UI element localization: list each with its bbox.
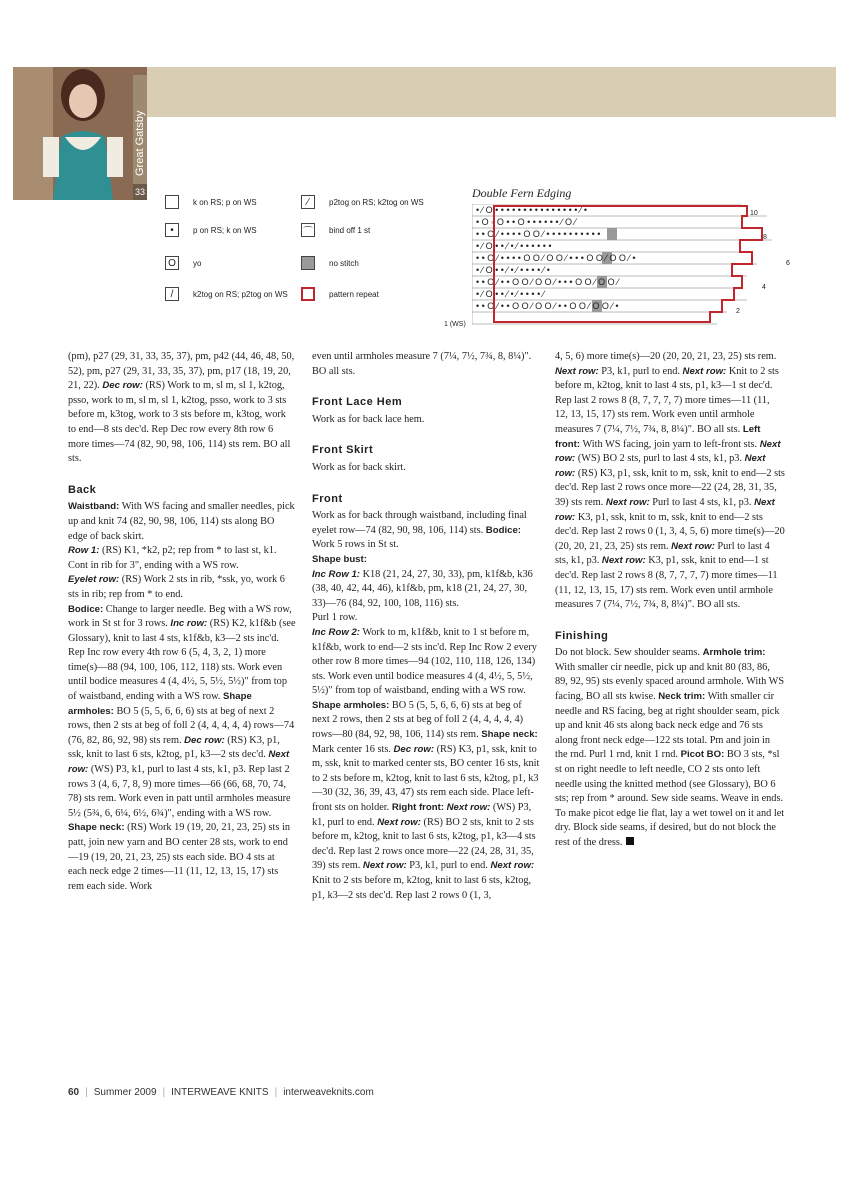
photo-label: Great Gatsby (134, 110, 146, 176)
bind-off-icon: ⌒ (301, 223, 315, 237)
paragraph: Waistband: With WS facing and smaller needles, pick up and knit 74 (82, 90, 98, 106, 114) sts along BO edge of back skirt. (68, 501, 295, 542)
issue-date: Summer 2009 (93, 1087, 157, 1098)
paragraph: Shape bust: (312, 553, 367, 565)
row-label: 4 (762, 284, 766, 291)
pattern-repeat-icon (301, 287, 315, 301)
divider: | (274, 1087, 278, 1098)
paragraph: Cont in rib for 3", ending with a WS row. (68, 559, 239, 571)
legend-item: • p on RS; k on WS (165, 223, 257, 237)
magazine-name: INTERWEAVE KNITS (171, 1087, 269, 1098)
divider: | (85, 1087, 88, 1098)
svg-text:• • O ⁄ • • • • O O ⁄ O O ⁄ •: • • O ⁄ • • • • O O ⁄ O O ⁄ • • • O O ⁄ O O ⁄ • (476, 253, 636, 263)
paragraph: Purl 1 row. (312, 612, 358, 624)
yarn-over-icon: O (165, 256, 179, 270)
svg-text:• • O ⁄ • • O O ⁄ O O ⁄ • • •: • • O ⁄ • • O O ⁄ O O ⁄ • • • O O ⁄ O O ⁄ (476, 277, 619, 287)
text-column-3 (555, 350, 785, 851)
svg-text:• • O ⁄ • • • • O O ⁄ • • • •: • • O ⁄ • • • • O O ⁄ • • • • • • • • • • (476, 229, 601, 239)
k2tog-icon: / (165, 287, 179, 301)
knitting-chart (444, 204, 790, 334)
svg-text:• O ◦ O • • O • • • • • • ⁄ O: • O ◦ O • • O • • • • • • ⁄ O ⁄ (476, 217, 577, 227)
row-label: 10 (750, 210, 758, 217)
no-stitch-icon (301, 256, 315, 270)
paragraph: Inc Row 2: Work to m, k1f&b, knit to 1 st before m, k1f&b, work to end—2 sts inc'd. Rep Inc Row 2 every other row 8 more times—94 (102, 110, 118, 126, 134) sts. Work even until bodice measures 4 (4, 4½, 5, 5½, 5½)" from top of waistband, ending with a WS row. Shape armholes: BO 5 (5, 5, 6, 6, 6) sts at beg of next 2 rows, then 2 sts at beg of foll 2 (4, 4, 4, 4, 4) rows—80 (84, 92, 98, 106, 114) sts rem. Shape neck: Mark center 16 sts. Dec row: (RS) K3, p1, ssk, knit to m, ssk, knit to marked center sts, BO center 16 sts, knit to 2 sts before m, k2tog, knit to last 6 sts, k2tog, p1, k3—30 (32, 36, 39, 43, 47) sts rem each side. Place left-front sts on holder. Right front: Next row: (WS) P3, k1, purl to end. Next row: (RS) BO 2 sts, knit to 2 sts before m, k2tog, knit to last 6 sts, k2tog, p1, k3—4 sts dec'd. Rep last 2 rows once more—22 (24, 28, 31, 35, 39) sts rem. Next row: P3, k1, purl to end. Next row: Knit to 2 sts before m, k2tog, knit to last 6 sts, k2tog, p1, k3—2 sts dec'd. Rep last 2 rows 0 (1, 3, (312, 626, 540, 901)
page-number: 60 (68, 1087, 80, 1098)
svg-text:• • O ⁄ • • O O ⁄ O O ⁄ • • O: • • O ⁄ • • O O ⁄ O O ⁄ • • O O ⁄ O O ⁄ • (476, 301, 619, 311)
legend-item: pattern repeat (301, 287, 379, 301)
legend-item: / k2tog on RS; p2tog on WS (165, 287, 288, 301)
paragraph: Work as for back lace hem. (312, 413, 425, 425)
p2tog-icon: ⁄ (301, 195, 315, 209)
legend-item: ⌒ bind off 1 st (301, 223, 370, 237)
purl-icon: • (165, 223, 179, 237)
paragraph: Work as for back through waistband, including final eyelet row—74 (82, 90, 98, 106, 114) sts. Bodice: Work 5 rows in St st. (312, 510, 527, 551)
section-heading: Back (68, 483, 97, 496)
row-label: 1 (WS) (444, 321, 466, 328)
knit-icon (165, 195, 179, 209)
website-link[interactable]: interweaveknits.com (283, 1087, 374, 1098)
svg-text:• ⁄ O • • ⁄ • ⁄ • • • • ⁄: • ⁄ O • • ⁄ • ⁄ • • • • ⁄ (476, 289, 545, 299)
legend-item: O yo (165, 256, 201, 270)
svg-text:• ⁄ O • • • • • • • • • • • •: • ⁄ O • • • • • • • • • • • • • • • ⁄ • (476, 205, 588, 215)
paragraph: (pm), p27 (29, 31, 33, 35, 37), pm, p42 (44, 46, 48, 50, 52), pm, p27 (29, 31, 33, 35, 37), pm, p17 (18, 19, 20, 21, 22). Dec row: (RS) Work to m, sl m, sl 1, k2tog, psso, work to m, sl m, sl 1, k2tog, psso, work to 3 sts before m, k3tog, work to 3 sts before m, k3tog, work to end—8 sts dec'd. Rep Dec row every 8th row 6 more times—74 (82, 90, 98, 106, 114) sts rem. BO all sts. (68, 351, 295, 465)
svg-text:• ⁄ O • • ⁄ • ⁄ • • • • ⁄ •: • ⁄ O • • ⁄ • ⁄ • • • • ⁄ • (476, 265, 550, 275)
text-column-2 (312, 350, 540, 903)
section-heading: Front Skirt (312, 444, 374, 457)
legend-item: ⁄ p2tog on RS; k2tog on WS (301, 195, 424, 209)
section-heading: Front Lace Hem (312, 396, 403, 409)
paragraph: Eyelet row: (RS) Work 2 sts in rib, *ssk, yo, work 6 sts in rib; rep from * to end. (68, 574, 285, 600)
svg-text:• ⁄ O • • ⁄ • ⁄ • • • • • •: • ⁄ O • • ⁄ • ⁄ • • • • • • (476, 241, 552, 251)
row-label: 8 (763, 234, 767, 241)
paragraph: 4, 5, 6) more time(s)—20 (20, 20, 21, 23, 25) sts rem. Next row: P3, k1, purl to end. Next row: Knit to 2 sts before m, k2tog, knit to last 4 sts, p1, k3—1 st dec'd. Rep last 2 rows 8 (8, 7, 7, 7, 7) more times—11 (11, 12, 13, 15, 17) sts rem. Work even until armhole measures 7 (7¼, 7½, 7¾, 8, 8¼)". BO all sts. Left front: With WS facing, join yarn to left-front sts. Next row: (WS) BO 2 sts, purl to last 4 sts, k1, p3. Next row: (RS) K3, p1, ssk, knit to m, ssk, knit to end—2 sts dec'd. Rep last 2 rows once more—22 (24, 28, 31, 35, 39) sts rem. Next row: Purl to last 4 sts, k1, p3. Next row: K3, p1, ssk, knit to m, ssk, knit to end—2 sts dec'd. Rep last 2 rows 0 (1, 3, 4, 5, 6) more time(s)—20 (20, 20, 21, 23, 25) sts rem. Next row: Purl to last 4 sts, k1, p3. Next row: K3, p1, ssk, knit to end—1 st dec'd. Rep last 2 rows 8 (8, 7, 7, 7, 7) more times—11 (11, 12, 13, 15, 17) sts rem. Work even until armhole measures 7 (7¼, 7½, 7¾, 8, 8¼)". BO all sts. (555, 351, 785, 611)
end-mark-icon (626, 837, 634, 845)
garment-photo (13, 67, 147, 200)
header-banner (133, 67, 836, 117)
paragraph: Inc Row 1: K18 (21, 24, 27, 30, 33), pm, k1f&b, k36 (38, 40, 42, 44, 46), k1f&b, pm, k18 (21, 24, 27, 30, 33)—76 (84, 92, 100, 108, 116) sts. (312, 568, 533, 609)
paragraph: even until armholes measure 7 (7¼, 7½, 7¾, 8, 8¼)". BO all sts. (312, 351, 532, 377)
chart-title: Double Fern Edging (472, 186, 572, 200)
paragraph: Bodice: Change to larger needle. Beg with a WS row, work in St st for 3 rows. Inc row: (RS) K2, k1f&b (see Glossary), knit to last 4 sts, k1f&b, k3—2 sts inc'd. Rep Inc row every 4th row 6 (5, 4, 3, 2, 1) more time(s)—88 (94, 100, 106, 112, 118) sts. Work even until bodice measures 4 (4, 4½, 5, 5½, 5½)" from top of waistband, ending with a WS row. Shape armholes: BO 5 (5, 5, 6, 6, 6) sts at beg of next 2 rows, then 2 sts at beg of foll 2 (4, 4, 4, 4, 4) rows—74 (76, 82, 86, 92, 98) sts rem. Dec row: (RS) K3, p1, ssk, knit to last 6 sts, k2tog, p1, k3—2 sts dec'd. Next row: (WS) P3, k1, purl to last 4 sts, k1, p3. Rep last 2 rows 3 (4, 6, 7, 8, 9) more times—66 (66, 68, 70, 74, 78) sts rem. Work even in patt until armholes measure 5½ (5¾, 6, 6¼, 6½, 6¾)", ending with a WS row. Shape neck: (RS) Work 19 (19, 20, 21, 23, 25) sts in patt, join new yarn and BO center 28 sts, work to end—19 (19, 20, 21, 23, 25) sts each side. BO 4 sts at each neck edge 2 times—11 (11, 12, 13, 15, 17) sts rem each side. Work (68, 603, 296, 892)
paragraph: Row 1: (RS) K1, *k2, p2; rep from * to last st, k1. (68, 545, 277, 557)
legend-item: k on RS; p on WS (165, 195, 257, 209)
section-heading: Finishing (555, 629, 609, 642)
legend-item: no stitch (301, 256, 359, 270)
section-heading: Front (312, 492, 343, 505)
project-number-tab: 33 (133, 184, 147, 200)
chart-legend (165, 190, 445, 310)
row-label: 2 (736, 308, 740, 315)
page-footer (68, 1087, 374, 1098)
paragraph: Do not block. Sew shoulder seams. Armhole trim: With smaller cir needle, pick up and knit 80 (83, 86, 89, 92, 95) sts evenly spaced around armhole. With WS facing, BO all sts kwise. Neck trim: With smaller cir needle and RS facing, beg at right shoulder seam, pick up and knit 46 sts along back neck edge and 76 sts along front neck edge—122 sts total. Pm and join in the rnd. Purl 1 rnd, knit 1 rnd. Picot BO: BO 3 sts, *sl st on right needle to left needle, CO 2 sts onto left needle using the knitted method (see Glossary), BO 6 sts; rep from * around. Sew side seams. Weave in ends. To make picot edge lie flat, lay a wet towel on it and let dry. Block side seams, if desired, but do not block the rest of the dress. (555, 647, 785, 848)
divider: | (162, 1087, 166, 1098)
row-label: 6 (786, 260, 790, 267)
text-column-1 (68, 350, 296, 894)
paragraph: Work as for back skirt. (312, 461, 406, 473)
